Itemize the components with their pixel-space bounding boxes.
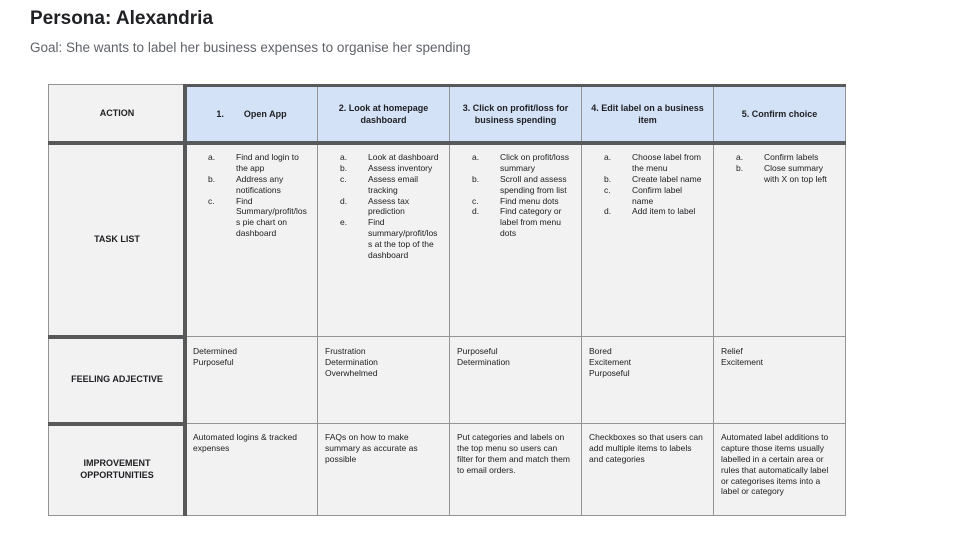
feeling-item: Determination <box>457 356 510 367</box>
task-item-text: Choose label from the menu <box>632 152 701 173</box>
task-list-cell-1 <box>186 144 318 337</box>
step-header-3: 3. Click on profit/loss for business spending <box>450 84 582 144</box>
task-item-marker: d. <box>604 206 612 217</box>
task-item <box>450 152 577 174</box>
task-item <box>450 206 577 239</box>
feeling-item: Overwhelmed <box>325 367 378 378</box>
task-item-marker: a. <box>340 152 348 162</box>
task-item-text: Address any notifications <box>236 173 284 195</box>
page-title: Persona: Alexandria <box>30 8 214 29</box>
feeling-item: Purposeful <box>457 346 498 356</box>
task-item-text: Assess email tracking <box>368 173 419 195</box>
task-item-marker: b. <box>736 162 744 173</box>
task-item-text: Click on profit/loss summary <box>500 152 569 173</box>
task-item-marker: c. <box>604 184 611 195</box>
page-goal: Goal: She wants to label her business expenses to organise her spending <box>30 40 471 55</box>
task-item-marker: d. <box>472 206 480 217</box>
task-item-text: Find Summary/profit/loss pie chart on dashboard <box>236 195 307 239</box>
task-item-marker: a. <box>208 152 216 162</box>
step-header-1-label: Open App <box>243 108 287 119</box>
task-item-marker: b. <box>472 173 480 184</box>
journey-map-table <box>48 84 846 516</box>
row-label-action: ACTION <box>48 84 186 144</box>
feeling-item: Bored <box>589 346 612 356</box>
task-item-text: Confirm labels <box>764 152 819 162</box>
feeling-item: Determination <box>325 356 378 367</box>
row-label-task-list: TASK LIST <box>48 144 186 337</box>
task-item-text: Assess tax prediction <box>368 195 410 217</box>
improvement-text: FAQs on how to make summary as accurate as possible <box>325 432 418 464</box>
task-item-text: Scroll and assess spending from list <box>500 173 567 195</box>
improvement-text: Put categories and labels on the top menu so users can filter for them and match them to email orders. <box>457 432 570 475</box>
task-item <box>450 196 577 207</box>
feeling-cell-2 <box>318 337 450 424</box>
task-item <box>582 206 709 217</box>
row-label-improvement-opportunities: IMPROVEMENT OPPORTUNITIES <box>48 424 186 516</box>
label-column-divider-1 <box>48 335 187 339</box>
task-item-marker: b. <box>604 173 612 184</box>
feeling-item: Frustration <box>325 346 366 356</box>
task-item <box>318 174 445 196</box>
improvement-text: Automated label additions to capture those items usually labelled in a certain area or rules that automatically label or categorises items into a label or category <box>721 432 829 497</box>
improvement-cell-4 <box>582 424 714 516</box>
task-item-marker: c. <box>208 195 215 206</box>
task-item-marker: a. <box>604 152 612 162</box>
task-item-marker: a. <box>736 152 744 162</box>
feeling-item: Purposeful <box>193 356 234 367</box>
table-thick-column-divider <box>183 84 187 516</box>
task-item-marker: a. <box>472 152 480 162</box>
improvement-text: Checkboxes so that users can add multiple items to labels and categories <box>589 432 703 464</box>
feeling-item: Determined <box>193 346 237 356</box>
improvement-cell-1 <box>186 424 318 516</box>
task-item-text: Find menu dots <box>500 195 559 206</box>
task-item-text: Look at dashboard <box>368 152 439 162</box>
task-list-cell-4 <box>582 144 714 337</box>
task-item-text: Find category or label from menu dots <box>500 206 562 239</box>
feeling-item: Purposeful <box>589 367 630 378</box>
task-item <box>186 152 313 174</box>
improvement-cell-5 <box>714 424 846 516</box>
improvement-cell-2 <box>318 424 450 516</box>
row-label-feeling-adjective: FEELING ADJECTIVE <box>48 337 186 424</box>
task-item <box>318 152 445 163</box>
improvement-text: Automated logins & tracked expenses <box>193 432 297 453</box>
task-list-cell-2 <box>318 144 450 337</box>
task-item <box>186 196 313 240</box>
step-header-1-number: 1. <box>216 108 224 119</box>
task-item-text: Confirm label name <box>632 184 683 206</box>
label-column-divider-2 <box>48 422 187 426</box>
feeling-item: Excitement <box>589 356 632 367</box>
step-header-1 <box>186 84 318 144</box>
feeling-cell-5 <box>714 337 846 424</box>
table-thick-header-divider <box>48 141 846 145</box>
task-item <box>318 217 445 261</box>
task-item-text: Assess inventory <box>368 162 433 173</box>
feeling-cell-3 <box>450 337 582 424</box>
step-header-4: 4. Edit label on a business item <box>582 84 714 144</box>
task-item <box>582 152 709 174</box>
feeling-item: Excitement <box>721 356 764 367</box>
task-item <box>582 174 709 185</box>
feeling-cell-4 <box>582 337 714 424</box>
task-item-marker: b. <box>340 162 348 173</box>
task-item-text: Add item to label <box>632 206 696 217</box>
task-item-marker: b. <box>208 173 216 184</box>
task-item-text: Find summary/profit/loss at the top of the dashboard <box>368 217 438 260</box>
task-item-text: Create label name <box>632 173 702 184</box>
task-item-text: Find and login to the app <box>236 152 299 173</box>
task-item-marker: c. <box>472 195 479 206</box>
task-item <box>450 174 577 196</box>
improvement-cell-3 <box>450 424 582 516</box>
task-item <box>714 152 841 163</box>
task-list-cell-5 <box>714 144 846 337</box>
feeling-cell-1 <box>186 337 318 424</box>
feeling-item: Relief <box>721 346 743 356</box>
task-item <box>318 196 445 218</box>
step-header-2: 2. Look at homepage dashboard <box>318 84 450 144</box>
task-list-cell-3 <box>450 144 582 337</box>
table-thick-top-border <box>183 84 846 87</box>
task-item <box>186 174 313 196</box>
task-item-marker: d. <box>340 195 348 206</box>
task-item-text: Close summary with X on top left <box>764 162 827 184</box>
task-item-marker: e. <box>340 217 348 228</box>
task-item <box>714 163 841 185</box>
step-header-5: 5. Confirm choice <box>714 84 846 144</box>
task-item <box>318 163 445 174</box>
task-item <box>582 185 709 207</box>
task-item-marker: c. <box>340 173 347 184</box>
